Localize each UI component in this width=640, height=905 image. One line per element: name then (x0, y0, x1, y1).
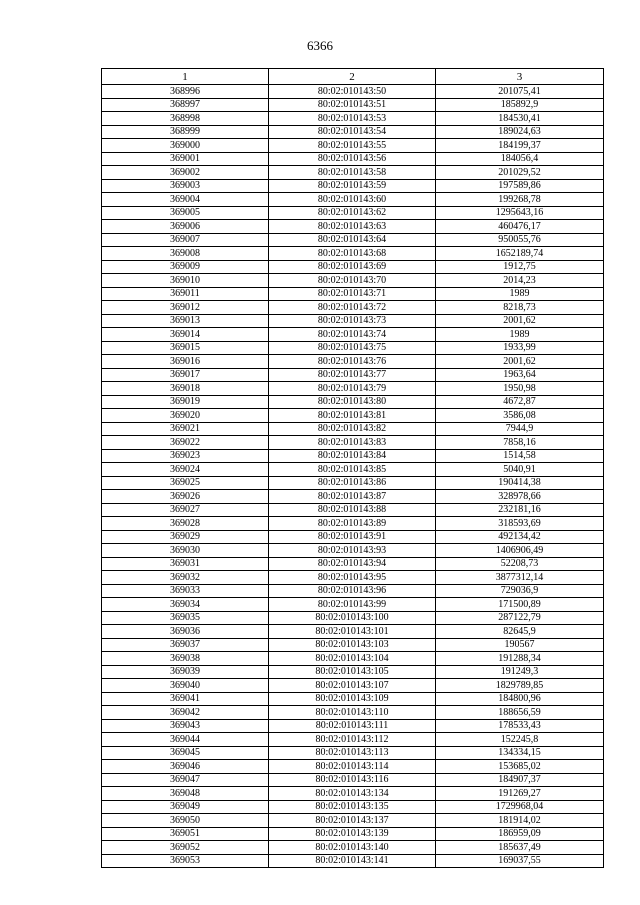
cell-cadastral-number: 80:02:010143:103 (269, 638, 436, 652)
cell-number: 369022 (102, 436, 269, 450)
cell-number: 369017 (102, 368, 269, 382)
cell-cadastral-number: 80:02:010143:63 (269, 220, 436, 234)
cell-cadastral-number: 80:02:010143:58 (269, 166, 436, 180)
cell-number: 369045 (102, 746, 269, 760)
cell-cadastral-number: 80:02:010143:116 (269, 773, 436, 787)
cell-cadastral-number: 80:02:010143:139 (269, 827, 436, 841)
cell-number: 369006 (102, 220, 269, 234)
table-row (102, 260, 604, 274)
table-row (102, 503, 604, 517)
cell-value: 178533,43 (436, 719, 604, 733)
cell-number: 369012 (102, 301, 269, 315)
table-row (102, 139, 604, 153)
cell-value: 190567 (436, 638, 604, 652)
table-row (102, 814, 604, 828)
cell-value: 1295643,16 (436, 206, 604, 220)
table-row (102, 436, 604, 450)
cell-number: 369031 (102, 557, 269, 571)
cell-value: 191288,34 (436, 652, 604, 666)
cell-value: 191269,27 (436, 787, 604, 801)
cell-number: 369014 (102, 328, 269, 342)
cell-value: 184056,4 (436, 152, 604, 166)
cell-number: 369011 (102, 287, 269, 301)
table-row (102, 652, 604, 666)
table-row (102, 638, 604, 652)
cell-value: 191249,3 (436, 665, 604, 679)
cell-cadastral-number: 80:02:010143:68 (269, 247, 436, 261)
table-row (102, 395, 604, 409)
cell-number: 369010 (102, 274, 269, 288)
cell-value: 181914,02 (436, 814, 604, 828)
table-row (102, 409, 604, 423)
cell-number: 369004 (102, 193, 269, 207)
cell-cadastral-number: 80:02:010143:104 (269, 652, 436, 666)
cell-cadastral-number: 80:02:010143:84 (269, 449, 436, 463)
cell-cadastral-number: 80:02:010143:75 (269, 341, 436, 355)
table-row (102, 490, 604, 504)
cell-cadastral-number: 80:02:010143:135 (269, 800, 436, 814)
cell-value: 1729968,04 (436, 800, 604, 814)
cell-cadastral-number: 80:02:010143:79 (269, 382, 436, 396)
cell-number: 369051 (102, 827, 269, 841)
cell-value: 197589,86 (436, 179, 604, 193)
cell-number: 369003 (102, 179, 269, 193)
cell-cadastral-number: 80:02:010143:83 (269, 436, 436, 450)
cell-cadastral-number: 80:02:010143:59 (269, 179, 436, 193)
table-row (102, 476, 604, 490)
cell-value: 3586,08 (436, 409, 604, 423)
table-row (102, 733, 604, 747)
cell-number: 369038 (102, 652, 269, 666)
cell-number: 368999 (102, 125, 269, 139)
cell-number: 369035 (102, 611, 269, 625)
cell-cadastral-number: 80:02:010143:76 (269, 355, 436, 369)
table-row (102, 179, 604, 193)
cell-number: 369037 (102, 638, 269, 652)
table-row (102, 382, 604, 396)
cell-value: 2014,23 (436, 274, 604, 288)
table-body (102, 85, 604, 868)
cell-number: 369024 (102, 463, 269, 477)
cell-value: 5040,91 (436, 463, 604, 477)
table-row (102, 800, 604, 814)
cell-value: 1652189,74 (436, 247, 604, 261)
table-header-row (102, 69, 604, 85)
table-row (102, 368, 604, 382)
cell-number: 369021 (102, 422, 269, 436)
cell-number: 369027 (102, 503, 269, 517)
cell-value: 287122,79 (436, 611, 604, 625)
cell-number: 369029 (102, 530, 269, 544)
table-row (102, 530, 604, 544)
cell-cadastral-number: 80:02:010143:86 (269, 476, 436, 490)
cell-cadastral-number: 80:02:010143:87 (269, 490, 436, 504)
cell-number: 369016 (102, 355, 269, 369)
table-row (102, 422, 604, 436)
cell-number: 369001 (102, 152, 269, 166)
cell-value: 186959,09 (436, 827, 604, 841)
cell-number: 368997 (102, 98, 269, 112)
cell-cadastral-number: 80:02:010143:110 (269, 706, 436, 720)
cell-value: 1989 (436, 287, 604, 301)
cell-value: 199268,78 (436, 193, 604, 207)
cell-number: 369019 (102, 395, 269, 409)
cell-number: 369008 (102, 247, 269, 261)
cell-value: 185637,49 (436, 841, 604, 855)
cell-cadastral-number: 80:02:010143:88 (269, 503, 436, 517)
cell-number: 369015 (102, 341, 269, 355)
table-row (102, 247, 604, 261)
page-number: 6366 (307, 38, 333, 53)
cell-number: 369005 (102, 206, 269, 220)
cell-value: 184530,41 (436, 112, 604, 126)
cell-value: 3877312,14 (436, 571, 604, 585)
cell-cadastral-number: 80:02:010143:107 (269, 679, 436, 693)
cell-cadastral-number: 80:02:010143:62 (269, 206, 436, 220)
cell-cadastral-number: 80:02:010143:70 (269, 274, 436, 288)
cell-cadastral-number: 80:02:010143:109 (269, 692, 436, 706)
cell-number: 369046 (102, 760, 269, 774)
table-row (102, 787, 604, 801)
cell-number: 369039 (102, 665, 269, 679)
cell-number: 369028 (102, 517, 269, 531)
column-header-2: 2 (269, 69, 436, 85)
cell-cadastral-number: 80:02:010143:56 (269, 152, 436, 166)
cell-number: 369041 (102, 692, 269, 706)
cell-value: 184907,37 (436, 773, 604, 787)
cell-value: 1963,64 (436, 368, 604, 382)
table-row (102, 571, 604, 585)
cell-number: 369018 (102, 382, 269, 396)
table-row (102, 355, 604, 369)
cell-value: 4672,87 (436, 395, 604, 409)
cell-cadastral-number: 80:02:010143:91 (269, 530, 436, 544)
cell-value: 82645,9 (436, 625, 604, 639)
cell-number: 369000 (102, 139, 269, 153)
cell-number: 369009 (102, 260, 269, 274)
cell-value: 460476,17 (436, 220, 604, 234)
cell-cadastral-number: 80:02:010143:100 (269, 611, 436, 625)
cell-value: 201075,41 (436, 85, 604, 99)
table-header (102, 69, 604, 85)
cell-value: 729036,9 (436, 584, 604, 598)
table-row (102, 625, 604, 639)
cell-cadastral-number: 80:02:010143:51 (269, 98, 436, 112)
table-row (102, 611, 604, 625)
table-row (102, 827, 604, 841)
cell-value: 7944,9 (436, 422, 604, 436)
cell-value: 1933,99 (436, 341, 604, 355)
cell-number: 368996 (102, 85, 269, 99)
table-row (102, 328, 604, 342)
table-row (102, 98, 604, 112)
cell-number: 369023 (102, 449, 269, 463)
table-row (102, 152, 604, 166)
cell-value: 52208,73 (436, 557, 604, 571)
cell-cadastral-number: 80:02:010143:64 (269, 233, 436, 247)
cell-value: 184199,37 (436, 139, 604, 153)
cell-number: 369033 (102, 584, 269, 598)
cell-value: 8218,73 (436, 301, 604, 315)
registry-table (101, 68, 604, 868)
cell-cadastral-number: 80:02:010143:96 (269, 584, 436, 598)
table-row (102, 841, 604, 855)
cell-number: 369013 (102, 314, 269, 328)
cell-value: 188656,59 (436, 706, 604, 720)
table-row (102, 206, 604, 220)
table-row (102, 557, 604, 571)
cell-value: 134334,15 (436, 746, 604, 760)
table-row (102, 341, 604, 355)
cell-value: 1950,98 (436, 382, 604, 396)
cell-cadastral-number: 80:02:010143:54 (269, 125, 436, 139)
table-row (102, 544, 604, 558)
cell-cadastral-number: 80:02:010143:114 (269, 760, 436, 774)
table-row (102, 854, 604, 868)
cell-cadastral-number: 80:02:010143:85 (269, 463, 436, 477)
table-row (102, 746, 604, 760)
cell-value: 171500,89 (436, 598, 604, 612)
cell-value: 189024,63 (436, 125, 604, 139)
cell-number: 369049 (102, 800, 269, 814)
cell-cadastral-number: 80:02:010143:105 (269, 665, 436, 679)
cell-cadastral-number: 80:02:010143:69 (269, 260, 436, 274)
cell-number: 369040 (102, 679, 269, 693)
table-row (102, 692, 604, 706)
table-row (102, 679, 604, 693)
cell-number: 369032 (102, 571, 269, 585)
cell-value: 152245,8 (436, 733, 604, 747)
cell-cadastral-number: 80:02:010143:71 (269, 287, 436, 301)
cell-cadastral-number: 80:02:010143:74 (269, 328, 436, 342)
cell-cadastral-number: 80:02:010143:82 (269, 422, 436, 436)
cell-cadastral-number: 80:02:010143:99 (269, 598, 436, 612)
cell-value: 232181,16 (436, 503, 604, 517)
table-row (102, 760, 604, 774)
table-row (102, 719, 604, 733)
table-row (102, 706, 604, 720)
cell-cadastral-number: 80:02:010143:72 (269, 301, 436, 315)
cell-cadastral-number: 80:02:010143:55 (269, 139, 436, 153)
cell-value: 950055,76 (436, 233, 604, 247)
cell-value: 153685,02 (436, 760, 604, 774)
table-row (102, 314, 604, 328)
cell-cadastral-number: 80:02:010143:111 (269, 719, 436, 733)
cell-value: 1514,58 (436, 449, 604, 463)
cell-cadastral-number: 80:02:010143:112 (269, 733, 436, 747)
table-row (102, 301, 604, 315)
table-row (102, 449, 604, 463)
cell-value: 328978,66 (436, 490, 604, 504)
table-row (102, 274, 604, 288)
cell-value: 7858,16 (436, 436, 604, 450)
table-row (102, 287, 604, 301)
table-row (102, 598, 604, 612)
cell-value: 2001,62 (436, 355, 604, 369)
table-row (102, 517, 604, 531)
cell-number: 369002 (102, 166, 269, 180)
cell-value: 201029,52 (436, 166, 604, 180)
cell-number: 369053 (102, 854, 269, 868)
table-row (102, 773, 604, 787)
cell-number: 369042 (102, 706, 269, 720)
cell-cadastral-number: 80:02:010143:134 (269, 787, 436, 801)
cell-value: 1829789,85 (436, 679, 604, 693)
cell-value: 1912,75 (436, 260, 604, 274)
cell-cadastral-number: 80:02:010143:137 (269, 814, 436, 828)
cell-cadastral-number: 80:02:010143:140 (269, 841, 436, 855)
table-row (102, 112, 604, 126)
table-row (102, 193, 604, 207)
cell-number: 369047 (102, 773, 269, 787)
table-row (102, 220, 604, 234)
cell-number: 369052 (102, 841, 269, 855)
column-header-1: 1 (102, 69, 269, 85)
cell-value: 184800,96 (436, 692, 604, 706)
cell-cadastral-number: 80:02:010143:89 (269, 517, 436, 531)
table-row (102, 665, 604, 679)
cell-number: 368998 (102, 112, 269, 126)
cell-cadastral-number: 80:02:010143:73 (269, 314, 436, 328)
cell-cadastral-number: 80:02:010143:93 (269, 544, 436, 558)
cell-value: 169037,55 (436, 854, 604, 868)
cell-number: 369026 (102, 490, 269, 504)
cell-value: 190414,38 (436, 476, 604, 490)
cell-value: 1406906,49 (436, 544, 604, 558)
cell-cadastral-number: 80:02:010143:113 (269, 746, 436, 760)
column-header-3: 3 (436, 69, 604, 85)
cell-number: 369007 (102, 233, 269, 247)
cell-cadastral-number: 80:02:010143:77 (269, 368, 436, 382)
cell-cadastral-number: 80:02:010143:81 (269, 409, 436, 423)
table-row (102, 85, 604, 99)
cell-number: 369034 (102, 598, 269, 612)
table-row (102, 584, 604, 598)
table-row (102, 125, 604, 139)
cell-value: 318593,69 (436, 517, 604, 531)
cell-number: 369030 (102, 544, 269, 558)
cell-value: 185892,9 (436, 98, 604, 112)
cell-value: 2001,62 (436, 314, 604, 328)
cell-cadastral-number: 80:02:010143:94 (269, 557, 436, 571)
cell-number: 369050 (102, 814, 269, 828)
cell-cadastral-number: 80:02:010143:80 (269, 395, 436, 409)
cell-cadastral-number: 80:02:010143:60 (269, 193, 436, 207)
table-row (102, 166, 604, 180)
cell-cadastral-number: 80:02:010143:141 (269, 854, 436, 868)
cell-number: 369036 (102, 625, 269, 639)
cell-cadastral-number: 80:02:010143:53 (269, 112, 436, 126)
cell-value: 1989 (436, 328, 604, 342)
cell-number: 369025 (102, 476, 269, 490)
cell-number: 369043 (102, 719, 269, 733)
cell-cadastral-number: 80:02:010143:101 (269, 625, 436, 639)
cell-number: 369020 (102, 409, 269, 423)
cell-cadastral-number: 80:02:010143:95 (269, 571, 436, 585)
cell-value: 492134,42 (436, 530, 604, 544)
cell-cadastral-number: 80:02:010143:50 (269, 85, 436, 99)
table-row (102, 233, 604, 247)
cell-number: 369048 (102, 787, 269, 801)
cell-number: 369044 (102, 733, 269, 747)
table-row (102, 463, 604, 477)
